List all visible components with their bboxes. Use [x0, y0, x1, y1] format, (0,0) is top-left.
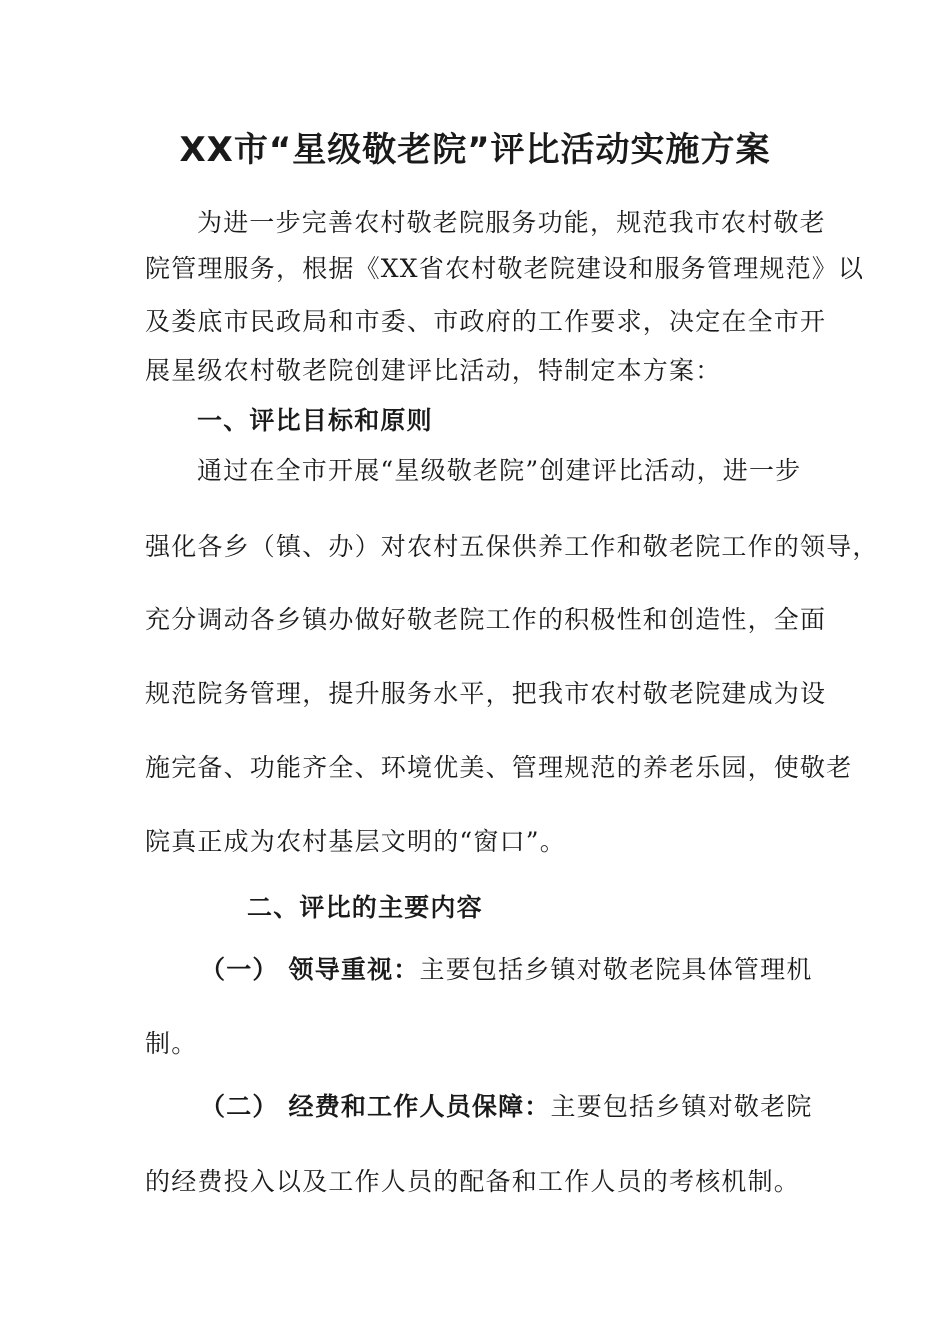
intro-line-2: 院管理服务，根据《XX省农村敬老院建设和服务管理规范》以 [145, 254, 865, 283]
section1-line-1: 通过在全市开展“星级敬老院”创建评比活动，进一步 [197, 456, 802, 485]
section2-item2-cont: 的经费投入以及工作人员的配备和工作人员的考核机制。 [145, 1167, 801, 1196]
item1-text: 主要包括乡镇对敬老院具体管理机 [419, 955, 813, 984]
section1-heading: 一、评比目标和原则 [197, 406, 433, 435]
intro-line-4: 展星级农村敬老院创建评比活动，特制定本方案： [145, 356, 722, 385]
intro-line-3: 及娄底市民政局和市委、市政府的工作要求，决定在全市开 [145, 307, 827, 336]
section1-line-5: 施完备、功能齐全、环境优美、管理规范的养老乐园，使敬老 [145, 753, 853, 782]
section2-item1 [200, 950, 880, 990]
document-title: XX市“星级敬老院”评比活动实施方案 [179, 130, 771, 170]
item2-label: （二） 经费和工作人员保障： [200, 1092, 551, 1121]
section1-line-6: 院真正成为农村基层文明的“窗口”。 [145, 827, 566, 856]
section2-item1-cont: 制。 [145, 1029, 198, 1058]
section2-heading: 二、评比的主要内容 [247, 893, 483, 922]
section2-item2 [200, 1087, 880, 1127]
item2-text: 主要包括乡镇对敬老院 [550, 1092, 813, 1121]
section1-line-4: 规范院务管理，提升服务水平，把我市农村敬老院建成为设 [145, 679, 827, 708]
item1-label: （一） 领导重视： [200, 955, 420, 984]
section1-line-3: 充分调动各乡镇办做好敬老院工作的积极性和创造性，全面 [145, 605, 827, 634]
intro-line-1: 为进一步完善农村敬老院服务功能，规范我市农村敬老 [197, 208, 826, 237]
section1-line-2: 强化各乡（镇、办）对农村五保供养工作和敬老院工作的领导， [145, 532, 879, 561]
